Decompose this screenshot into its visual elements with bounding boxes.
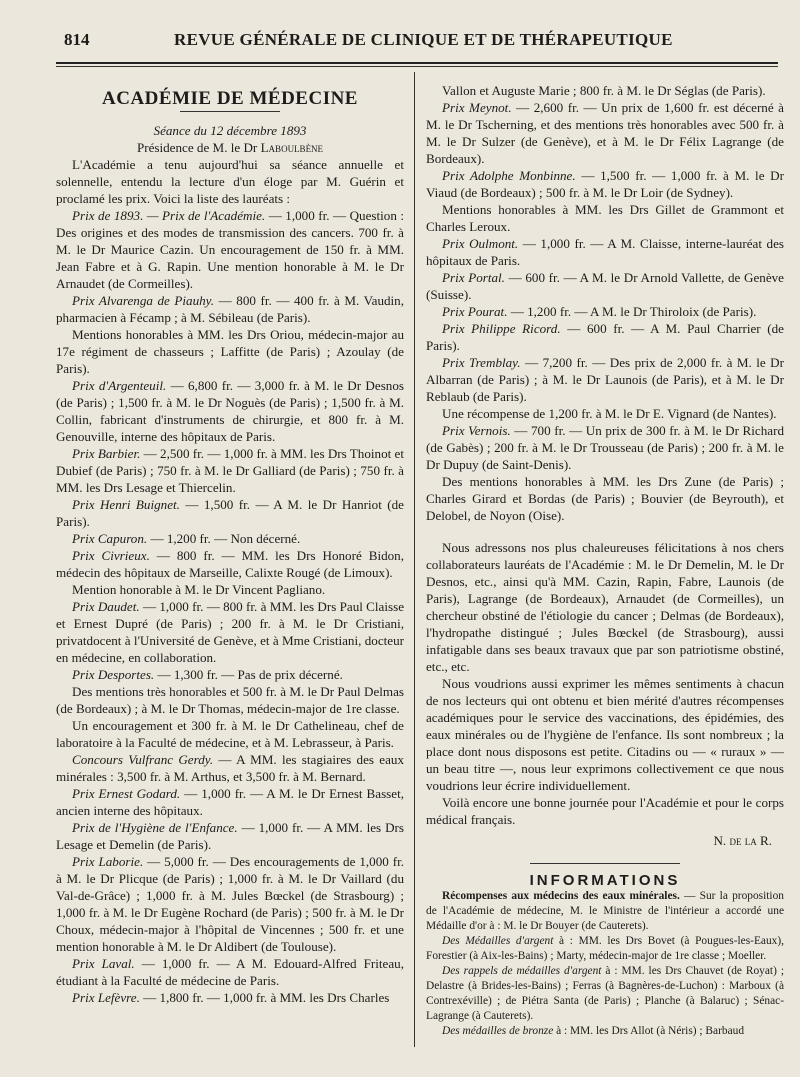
prize-paragraph: [56, 326, 404, 377]
header-rule-thin: [56, 66, 778, 67]
prize-name: Prix Laval.: [72, 956, 135, 971]
prize-paragraph: [56, 785, 404, 819]
informations-rule: [530, 863, 680, 864]
prize-paragraph: [426, 934, 784, 964]
prize-paragraph: [56, 989, 404, 1006]
prize-paragraph: [426, 964, 784, 1024]
signature: N. de la R.: [713, 833, 772, 848]
commentary-paragraph: Nous voudrions aussi exprimer les mêmes sentiments à chacun de nos lecteurs qui ont obtenu et bien mérité d'autres récompenses académiques pour le service des vaccinations, des épidémies, des eaux minérales ou de l'hygiène de l'enfance. Ils sont nombreux ; la place dont nous disposons est petite. Citadins ou — « ruraux » — un beau titre —, nous leur exprimons collectivement ce que nous voudrions leur écrire individuellement.: [426, 676, 784, 793]
prize-text: — 800 fr. — MM. les Drs Honoré Bidon, médecin des hôpitaux de Marseille, Calixte Rougé (de Limoux).: [56, 548, 404, 580]
prize-text: — 800 fr. — 400 fr. à M. Vaudin, pharmacien à Fécamp ; à M. Sébileau (de Paris).: [56, 293, 404, 325]
prize-paragraph: [426, 99, 784, 167]
prize-name: Prix Civrieux.: [72, 548, 150, 563]
prize-name: Des rappels de médailles d'argent: [442, 965, 602, 977]
prize-text: à : MM. les Drs Chauvet (de Royat) ; Delastre (à Brides-les-Bains) ; Ferras (à Bagnères-de-Luchon) : Marboux (à Contrexéville) ; de Piétra Santa (de Paris) ; Planche (à Balaruc) ; Sénac-Lagrange (à Cauterets).: [426, 965, 784, 1022]
prize-name: Prix Oulmont.: [442, 236, 519, 251]
prize-text: — 700 fr. — Un prix de 300 fr. à M. le Dr Richard (de Gabès) ; 200 fr. à M. le Dr Trousseau (de Paris) ; 200 fr. à M. le Dr Dupuy (de Saint-Denis).: [426, 423, 784, 472]
prize-text: Une récompense de 1,200 fr. à M. le Dr E. Vignard (de Nantes).: [442, 406, 777, 421]
prize-paragraph: [56, 547, 404, 581]
prize-text: — 1,200 fr. — A M. le Dr Thiroloix (de Paris).: [507, 304, 757, 319]
prize-text: — 2,500 fr. — 1,000 fr. à MM. les Drs Thoinot et Dubief (de Paris) ; 750 fr. à M. le Dr Galliard (de Paris) ; 750 fr. à MM. les Drs Lesage et Thiercelin.: [56, 446, 404, 495]
prize-text: Des mentions honorables à MM. les Drs Zune (de Paris) ; Charles Girard et Bordas (de Paris) ; Bouvier (de Beyrouth), et Delobel, de Noyon (Oise).: [426, 474, 784, 523]
header-rule: [56, 62, 778, 64]
prize-text: — 1,300 fr. — Pas de prix décerné.: [154, 667, 343, 682]
prize-paragraph: [56, 955, 404, 989]
prize-text: Un encouragement et 300 fr. à M. le Dr Cathelineau, chef de laboratoire à la Faculté de médecine, et à M. Lebrasseur, à Paris.: [56, 718, 404, 750]
journal-title: REVUE GÉNÉRALE DE CLINIQUE ET DE THÉRAPEUTIQUE: [174, 30, 673, 49]
prize-text: à : MM. les Drs Bovet (à Pougues-les-Eaux), Forestier (à Aix-les-Bains) ; Marty, médecin-major de 1re classe ; Moeller.: [426, 935, 784, 962]
prize-paragraph: [426, 82, 784, 99]
prize-list-right: [426, 82, 784, 524]
prize-paragraph: [426, 269, 784, 303]
prize-paragraph: [56, 853, 404, 955]
prize-paragraph: [426, 235, 784, 269]
prize-text: — 1,800 fr. — 1,000 fr. à MM. les Drs Charles: [139, 990, 390, 1005]
prize-paragraph: [426, 405, 784, 422]
prize-name: Prix Alvarenga de Piauhy.: [72, 293, 215, 308]
commentary-paragraph: Nous adressons nos plus chaleureuses félicitations à nos chers collaborateurs lauréats de l'Académie : M. le Dr Demelin, M. le Dr Desnos, etc., ainsi qu'à MM. Cazin, Rapin, Fabre, Launois (de Paris), Lagrange (de Bordeaux), Arnaudet (de Cormeilles), un chercheur obstiné de l'étiologie du cancer ; Delmas (de Bordeaux), l'hydropathe distingué ; Jules Bœckel (de Strasbourg), aussi infatigable dans ses beaux travaux que par son patriotisme obstiné, etc., etc.: [426, 540, 784, 674]
prize-name: Prix Laborie.: [72, 854, 144, 869]
prize-name: Prix Portal.: [442, 270, 505, 285]
prize-name: Prix Daudet.: [72, 599, 140, 614]
prize-name: Des Médailles d'argent: [442, 935, 554, 947]
prize-text: — 1,000 fr. — A M. le Dr Ernest Basset, ancien interne des hôpitaux.: [56, 786, 404, 818]
prize-text: Mention honorable à M. le Dr Vincent Pagliano.: [72, 582, 326, 597]
prize-text: Mentions honorables à MM. les Drs Gillet de Grammont et Charles Leroux.: [426, 202, 784, 234]
prize-name: Prix Desportes.: [72, 667, 155, 682]
prize-text: — 600 fr. — A M. le Dr Arnold Vallette, de Genève (Suisse).: [426, 270, 784, 302]
prize-name: Prix Vernois.: [442, 423, 511, 438]
prize-name: Prix Meynot.: [442, 100, 512, 115]
prize-text: — 1,000 fr. — A M. Claisse, interne-lauréat des hôpitaux de Paris.: [426, 236, 784, 268]
prize-paragraph: [56, 717, 404, 751]
commentary-paragraph: Voilà encore une bonne journée pour l'Académie et pour le corps médical français.: [426, 795, 784, 827]
editorial-note: [426, 539, 784, 849]
prize-paragraph: [56, 445, 404, 496]
prize-paragraph: [56, 292, 404, 326]
president-name: Laboulbène: [260, 140, 324, 155]
prize-text: — 1,000 fr. — A M. Edouard-Alfred Friteau, étudiant à la Faculté de médecine de Paris.: [56, 956, 404, 988]
intro-paragraph: L'Académie a tenu aujourd'hui sa séance annuelle et solennelle, entendu la lecture d'un éloge par M. Guérin et proclamé les prix. Voici la liste des lauréats :: [56, 157, 404, 206]
prize-paragraph: [56, 819, 404, 853]
prize-paragraph: [56, 496, 404, 530]
prize-name: Prix Lefèvre.: [72, 990, 140, 1005]
prize-paragraph: [426, 354, 784, 405]
column-divider: [414, 72, 415, 1047]
prize-name: Prix de l'Hygiène de l'Enfance.: [72, 820, 238, 835]
prize-name: Prix Barbier.: [72, 446, 141, 461]
prize-name: Des médailles de bronze: [442, 1025, 554, 1037]
prize-text: — 1,200 fr. — Non décerné.: [147, 531, 301, 546]
prize-paragraph: [56, 207, 404, 292]
prize-paragraph: [426, 167, 784, 201]
prize-text: — 1,000 fr. — Question : Des origines et des modes de transmission des cancers. 700 fr. à M. le Dr Maurice Cazin. Un encouragement de 150 fr. à MM. Jean Fabre et à G. Rapin. Une mention honorable à M. le Dr Arnaudet (de Cormeilles).: [56, 208, 404, 291]
informations-list: [426, 934, 784, 1039]
prize-list-left: [56, 207, 404, 1006]
prize-text: — A MM. les stagiaires des eaux minérales : 3,500 fr. à M. Arthus, et 3,500 fr. à M. Bernard.: [56, 752, 404, 784]
left-column: [56, 90, 404, 1006]
prize-paragraph: [426, 473, 784, 524]
prize-name: Prix d'Argenteuil.: [72, 378, 167, 393]
prize-name: Prix Ernest Godard.: [72, 786, 181, 801]
prize-paragraph: [56, 683, 404, 717]
presidence-line: Présidence de M. le Dr Laboulbène: [136, 140, 324, 155]
prize-paragraph: [56, 666, 404, 683]
prize-name: Concours Vulfranc Gerdy.: [72, 752, 214, 767]
informations-lead: Récompenses aux médecins des eaux minérales.: [442, 890, 680, 902]
prize-text: — 5,000 fr. — Des encouragements de 1,000 fr. à M. le Dr Plicque (de Paris) ; 1,000 fr. à M. le Dr Vaillard (du Val-de-Grâce) ; 1,000 fr. à M. Jules Bœckel (de Strasbourg) ; 1,000 fr. à M. le Dr Eugène Rochard (de Paris) ; 500 fr. à M. le Dr Choux, médecin-major à l'hôpital de Vincennes ; 500 fr. et une mention honorable à M. le Dr Aldibert (de Toulouse).: [56, 854, 405, 954]
prize-name: Prix Tremblay.: [442, 355, 521, 370]
prize-paragraph: [426, 201, 784, 235]
prize-text: — 7,200 fr. — Des prix de 2,000 fr. à M. le Dr Albarran (de Paris) ; à M. le Dr Launois (de Paris), et à M. le Dr Reblaub (de Paris).: [426, 355, 784, 404]
session-date: Séance du 12 décembre 1893: [153, 123, 307, 138]
running-head: [56, 30, 772, 52]
prize-name: Prix Henri Buignet.: [72, 497, 180, 512]
prize-text: — 1,500 fr. — 1,000 fr. à M. le Dr Viaud (de Bordeaux) ; 500 fr. à M. le Dr Loir (de Sydney).: [426, 168, 784, 200]
section-title: ACADÉMIE DE MÉDECINE: [102, 88, 358, 109]
prize-text: Des mentions très honorables et 500 fr. à M. le Dr Paul Delmas (de Bordeaux) ; à M. le Dr Thomas, médecin-major de 1re classe.: [56, 684, 404, 716]
prize-paragraph: [426, 320, 784, 354]
title-rule: [180, 111, 280, 112]
prize-text: Vallon et Auguste Marie ; 800 fr. à M. le Dr Séglas (de Paris).: [442, 83, 766, 98]
prize-text: — 1,000 fr. — 800 fr. à MM. les Drs Paul Claisse et Ernest Dupré (de Paris) ; 200 fr. à M. le Dr Cristiani, privatdocent à l'Université de Genève, et à Mme Cristiani, docteur en médecine, en collaboration.: [56, 599, 405, 665]
informations-title: INFORMATIONS: [529, 872, 681, 889]
prize-text: — 6,800 fr. — 3,000 fr. à M. le Dr Desnos (de Paris) ; 1,500 fr. à M. le Dr Noguès (de Paris) ; 1,500 fr. à M. Collin, fabricant d'instruments de chirurgie, et 800 fr. à M. Genouville, interne des hôpitaux de Paris.: [56, 378, 404, 444]
right-column: [426, 82, 784, 1039]
prize-text: — 2,600 fr. — Un prix de 1,600 fr. est décerné à M. le Dr Tscherning, et des mentions très honorables avec 500 fr. à M. le Dr Sulzer (de Genève), et à M. le Dr Félix Lagrange (de Bordeaux).: [426, 100, 784, 166]
prize-paragraph: [56, 530, 404, 547]
prize-text: Mentions honorables à MM. les Drs Oriou, médecin-major au 17e régiment de chasseurs ; Laffitte (de Paris) ; Azoulay (de Paris).: [56, 327, 404, 376]
prize-text: — 1,000 fr. — A MM. les Drs Lesage et Demelin (de Paris).: [56, 820, 404, 852]
prize-name: Prix de 1893. — Prix de l'Académie.: [72, 208, 266, 223]
prize-name: Prix Capuron.: [72, 531, 148, 546]
prize-name: Prix Adolphe Monbinne.: [442, 168, 576, 183]
prize-text: — 600 fr. — A M. Paul Charrier (de Paris).: [426, 321, 784, 353]
prize-paragraph: [56, 598, 404, 666]
prize-name: Prix Pourat.: [442, 304, 508, 319]
prize-paragraph: [426, 303, 784, 320]
prize-text: — 1,500 fr. — A M. le Dr Hanriot (de Paris).: [56, 497, 404, 529]
prize-text: à : MM. les Drs Allot (à Néris) ; Barbaud: [553, 1025, 745, 1037]
prize-paragraph: [56, 751, 404, 785]
page-number: 814: [64, 30, 90, 49]
prize-paragraph: [56, 581, 404, 598]
prize-paragraph: [56, 377, 404, 445]
prize-paragraph: [426, 422, 784, 473]
prize-name: Prix Philippe Ricord.: [442, 321, 561, 336]
prize-paragraph: [426, 1024, 784, 1039]
informations-intro: Récompenses aux médecins des eaux minérales. — Sur la proposition de l'Académie de médecine, M. le Ministre de l'intérieur a accordé une Médaille d'or à : M. le Dr Bouyer (de Cauterets).: [426, 890, 784, 932]
